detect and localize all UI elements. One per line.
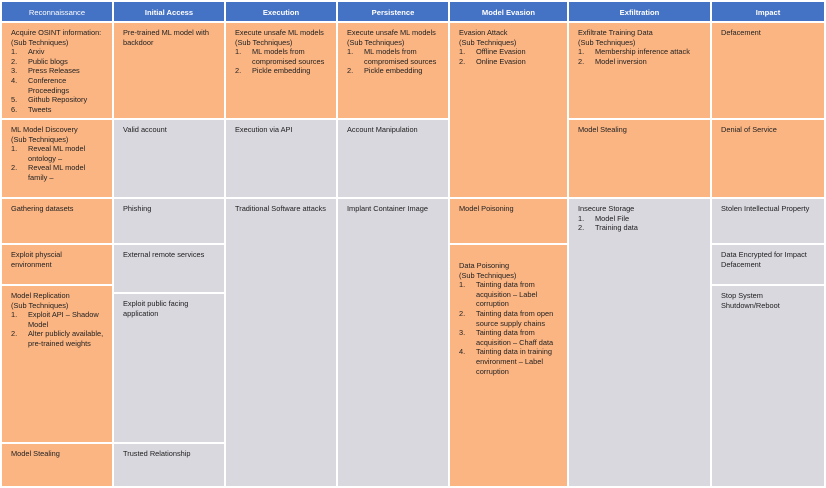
sub-technique-item [11, 47, 104, 57]
list-number: 5. [11, 95, 18, 105]
cell-implant-container-image [337, 198, 449, 487]
cell-stop-system-shutdown [711, 285, 825, 487]
sub-technique-text: ML models from compromised sources [252, 47, 325, 66]
cell-phishing [113, 198, 225, 244]
technique-title: Execution via API [235, 125, 293, 134]
list-number: 1. [11, 310, 18, 320]
sub-technique-item [11, 95, 104, 105]
sub-technique-list [11, 144, 104, 182]
sub-technique-text: Online Evasion [476, 56, 526, 66]
technique-title: Traditional Software attacks [235, 204, 326, 213]
sub-techniques-label: (Sub Techniques) [347, 37, 405, 47]
sub-technique-item [235, 47, 328, 66]
list-number: 1. [578, 213, 585, 223]
list-number: 2. [578, 56, 585, 66]
sub-technique-text: Offline Evasion [476, 47, 526, 57]
sub-technique-text: Reveal ML model ontology – [28, 144, 86, 163]
sub-technique-text: Tweets [28, 104, 52, 114]
list-number: 2. [235, 66, 242, 76]
cell-exfiltrate-training-data [568, 22, 711, 119]
sub-technique-item [578, 223, 702, 233]
sub-technique-text: Pickle embedding [364, 66, 423, 76]
cell-stolen-intellectual-property [711, 198, 825, 244]
cell-model-stealing-recon [1, 443, 113, 487]
sub-technique-item [578, 214, 702, 224]
sub-technique-text: Training data [595, 223, 638, 233]
sub-technique-item [578, 47, 702, 57]
sub-technique-list [459, 280, 559, 376]
list-number: 2. [11, 329, 18, 339]
sub-technique-text: Reveal ML model family – [28, 163, 86, 182]
technique-title: Acquire OSINT information: [11, 28, 102, 37]
list-number: 1. [235, 47, 242, 57]
technique-title: Stop System Shutdown/Reboot [721, 291, 780, 310]
sub-technique-item [11, 66, 104, 76]
sub-technique-text: Tainting data from acquisition – Label corruption [476, 280, 538, 309]
technique-title: Implant Container Image [347, 204, 428, 213]
sub-technique-text: Exploit API – Shadow Model [28, 310, 99, 329]
sub-technique-list [459, 47, 559, 66]
cell-traditional-software-attacks [225, 198, 337, 487]
list-number: 1. [459, 280, 466, 290]
cell-execution-via-api [225, 119, 337, 198]
sub-technique-item [459, 57, 559, 67]
sub-techniques-label: (Sub Techniques) [11, 134, 69, 144]
cell-data-poisoning [449, 244, 568, 487]
sub-technique-item [459, 309, 559, 328]
technique-title: Denial of Service [721, 125, 777, 134]
sub-technique-item [235, 66, 328, 76]
sub-technique-list [578, 214, 702, 233]
technique-title: Exploit public facing application [123, 299, 189, 318]
sub-technique-item [459, 47, 559, 57]
sub-technique-list [578, 47, 702, 66]
technique-title: Evasion Attack [459, 28, 508, 37]
sub-technique-list [235, 47, 328, 76]
sub-technique-text: Public blogs [28, 56, 68, 66]
list-number: 6. [11, 104, 18, 114]
sub-technique-text: Pickle embedding [252, 66, 311, 76]
list-number: 2. [11, 56, 18, 66]
sub-techniques-label: (Sub Techniques) [11, 37, 69, 47]
sub-technique-text: Model File [595, 213, 630, 223]
column-header-initial-access: Initial Access [113, 1, 225, 22]
technique-title: Valid account [123, 125, 167, 134]
sub-techniques-label: (Sub Techniques) [459, 270, 517, 280]
sub-technique-item [578, 57, 702, 67]
technique-title: ML Model Discovery [11, 125, 78, 134]
sub-techniques-label: (Sub Techniques) [578, 37, 636, 47]
list-number: 3. [459, 328, 466, 338]
cell-defacement [711, 22, 825, 119]
technique-title: Model Poisoning [459, 204, 514, 213]
column-header-impact: Impact [711, 1, 825, 22]
cell-model-stealing-exfiltration [568, 119, 711, 198]
sub-technique-item [11, 105, 104, 115]
list-number: 4. [459, 347, 466, 357]
sub-technique-text: Tainting data in training environment – Label corruption [476, 347, 553, 376]
cell-gathering-datasets [1, 198, 113, 244]
cell-exploit-public-facing-application [113, 293, 225, 443]
technique-title: Defacement [721, 28, 761, 37]
list-number: 2. [459, 308, 466, 318]
technique-title: External remote services [123, 250, 205, 259]
cell-execute-unsafe-models-persistence [337, 22, 449, 119]
list-number: 2. [347, 66, 354, 76]
list-number: 2. [578, 223, 585, 233]
list-number: 4. [11, 75, 18, 85]
sub-technique-item [11, 329, 104, 348]
column-header-execution: Execution [225, 1, 337, 22]
cell-insecure-storage [568, 198, 711, 487]
technique-title: Trusted Relationship [123, 449, 191, 458]
cell-denial-of-service [711, 119, 825, 198]
list-number: 2. [459, 56, 466, 66]
cell-evasion-attack [449, 22, 568, 198]
technique-title: Stolen Intellectual Property [721, 204, 810, 213]
sub-techniques-label: (Sub Techniques) [459, 37, 517, 47]
cell-exploit-physical-environment [1, 244, 113, 285]
cell-account-manipulation [337, 119, 449, 198]
technique-title: Model Stealing [578, 125, 627, 134]
column-header-exfiltration: Exfiltration [568, 1, 711, 22]
cell-pretrained-model-backdoor [113, 22, 225, 119]
technique-title: Execute unsafe ML models [235, 28, 324, 37]
list-number: 3. [11, 66, 18, 76]
technique-title: Execute unsafe ML models [347, 28, 436, 37]
sub-techniques-label: (Sub Techniques) [235, 37, 293, 47]
cell-trusted-relationship [113, 443, 225, 487]
sub-technique-list [11, 47, 104, 114]
technique-title: Model Replication [11, 291, 70, 300]
cell-data-encrypted-for-impact [711, 244, 825, 285]
sub-technique-text: Alter publicly available, pre-trained weights [28, 329, 104, 348]
technique-title: Insecure Storage [578, 204, 635, 213]
cell-model-replication [1, 285, 113, 443]
sub-technique-text: Tainting data from acquisition – Chaff data [476, 328, 554, 347]
list-number: 1. [347, 47, 354, 57]
sub-technique-text: Model inversion [595, 56, 647, 66]
column-header-persistence: Persistence [337, 1, 449, 22]
list-number: 1. [11, 47, 18, 57]
technique-title: Data Poisoning [459, 261, 510, 270]
sub-technique-text: Conference Proceedings [28, 75, 70, 95]
sub-technique-item [347, 47, 440, 66]
column-header-model-evasion: Model Evasion [449, 1, 568, 22]
technique-title: Pre-trained ML model with backdoor [123, 28, 209, 47]
sub-technique-text: Press Releases [28, 66, 80, 76]
sub-technique-item [11, 163, 104, 182]
sub-technique-text: Tainting data from open source supply chains [476, 308, 554, 328]
sub-technique-text: Arxiv [28, 47, 45, 57]
cell-ml-model-discovery [1, 119, 113, 198]
list-number: 1. [11, 144, 18, 154]
sub-technique-item [11, 144, 104, 163]
cell-acquire-osint [1, 22, 113, 119]
cell-model-poisoning [449, 198, 568, 244]
sub-technique-text: Github Repository [28, 95, 88, 105]
technique-title: Exploit physcial environment [11, 250, 62, 269]
technique-title: Model Stealing [11, 449, 60, 458]
sub-techniques-label: (Sub Techniques) [11, 300, 69, 310]
cell-execute-unsafe-models-execution [225, 22, 337, 119]
sub-technique-item [11, 57, 104, 67]
technique-title: Data Encrypted for Impact Defacement [721, 250, 807, 269]
technique-title: Exfiltrate Training Data [578, 28, 653, 37]
cell-valid-account [113, 119, 225, 198]
sub-technique-text: Membership inference attack [595, 47, 690, 57]
cell-external-remote-services [113, 244, 225, 293]
column-header-reconnaissance: Reconnaissance [1, 1, 113, 22]
list-number: 1. [459, 47, 466, 57]
sub-technique-item [459, 280, 559, 309]
sub-technique-text: ML models from compromised sources [364, 47, 437, 66]
list-number: 1. [578, 47, 585, 57]
sub-technique-item [11, 76, 104, 95]
list-number: 2. [11, 163, 18, 173]
technique-title: Phishing [123, 204, 152, 213]
sub-technique-item [11, 310, 104, 329]
sub-technique-item [347, 66, 440, 76]
technique-title: Account Manipulation [347, 125, 418, 134]
sub-technique-list [11, 310, 104, 348]
sub-technique-list [347, 47, 440, 76]
sub-technique-item [459, 328, 559, 347]
technique-title: Gathering datasets [11, 204, 74, 213]
sub-technique-item [459, 347, 559, 376]
